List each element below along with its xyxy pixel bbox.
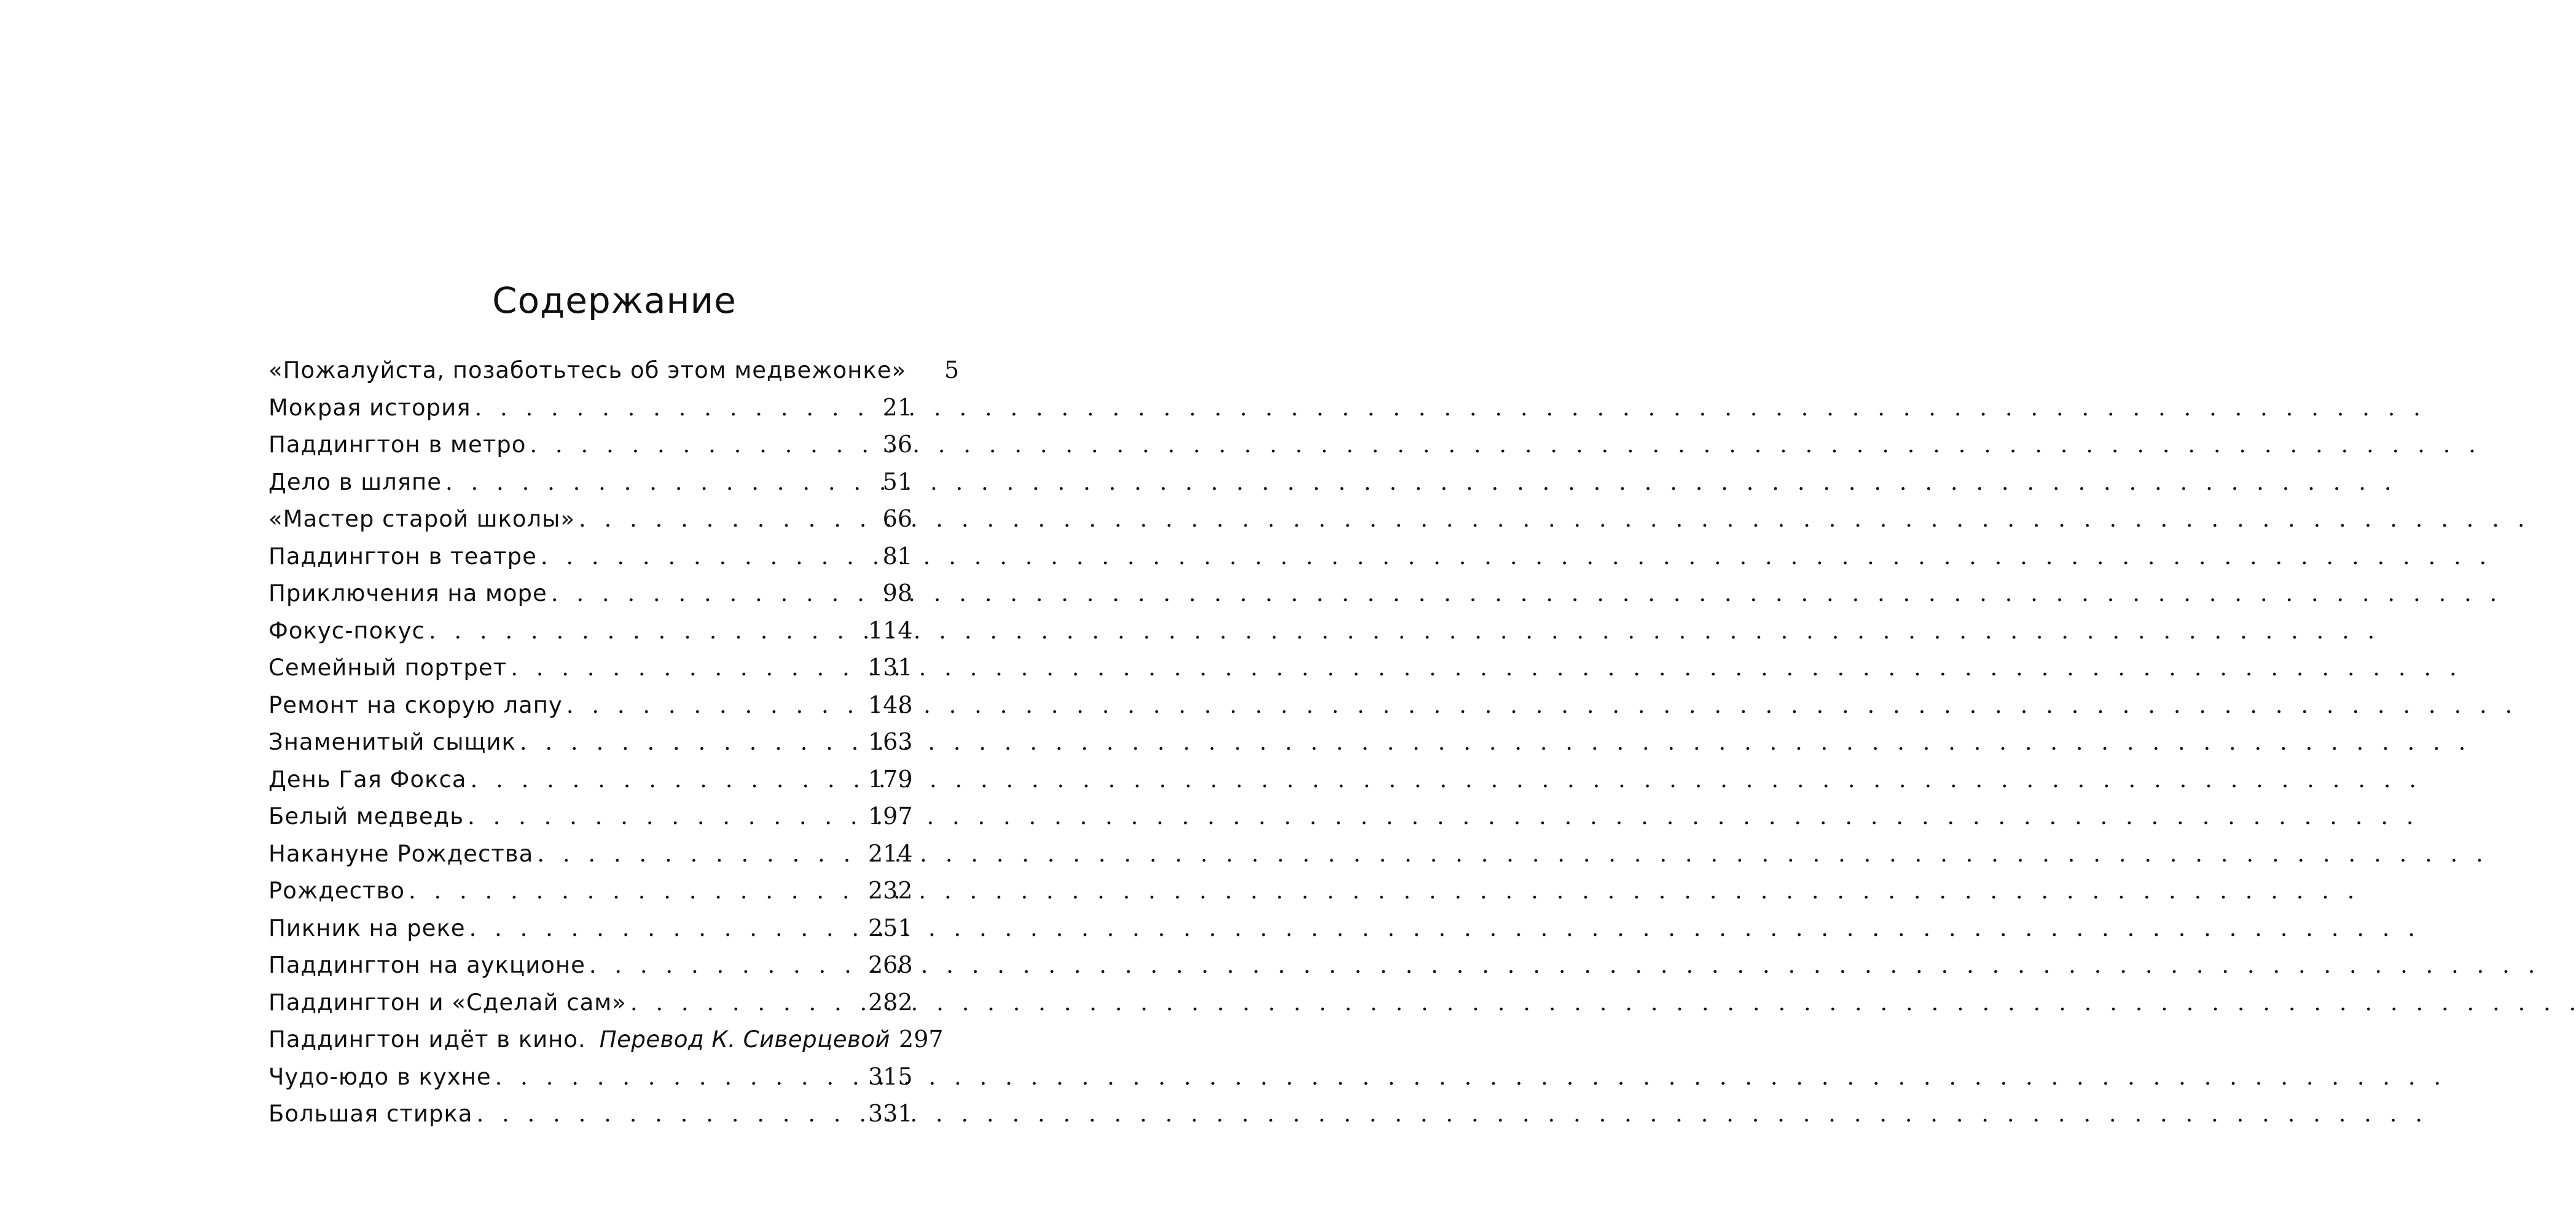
- toc-entry[interactable]: [268, 1095, 912, 1133]
- toc-entry[interactable]: [268, 984, 912, 1021]
- toc-page-number: 297: [899, 1026, 944, 1053]
- toc-entry[interactable]: [268, 909, 912, 947]
- dot-leader: [476, 1096, 863, 1133]
- toc-entry[interactable]: [268, 389, 912, 426]
- toc-entry[interactable]: [268, 835, 912, 873]
- toc-page-number: 21: [882, 393, 912, 421]
- toc-entry[interactable]: [268, 351, 960, 389]
- dot-leader: [495, 1059, 863, 1096]
- toc-entry-title: Фокус-покус: [268, 617, 425, 644]
- toc-entry[interactable]: [268, 1021, 944, 1058]
- toc-entry-title: Паддингтон на аукционе: [268, 952, 585, 978]
- toc-entry-title: День Гая Фокса: [268, 766, 467, 793]
- toc-entry-title: Белый медведь: [268, 803, 464, 830]
- dot-leader: [474, 390, 863, 426]
- toc-entry[interactable]: [268, 686, 912, 724]
- dot-leader: [551, 575, 863, 612]
- dot-leader: [471, 761, 863, 798]
- toc-page-number: 66: [882, 505, 912, 532]
- toc-page-number: 98: [882, 579, 912, 607]
- toc-page-number: 331: [868, 1100, 913, 1127]
- dot-leader: [409, 873, 863, 909]
- toc-entry[interactable]: [268, 1058, 912, 1096]
- toc-entry[interactable]: [268, 649, 912, 686]
- toc-entry-title: Пикник на реке: [268, 914, 466, 941]
- toc-page-number: 148: [868, 691, 913, 718]
- dot-leader: [530, 426, 863, 463]
- dot-leader: [468, 798, 863, 835]
- toc-entry[interactable]: [268, 946, 912, 984]
- toc-entry[interactable]: [268, 463, 912, 501]
- toc-entry-title: Паддингтон в театре: [268, 543, 537, 570]
- toc-page-number: 251: [868, 914, 913, 941]
- toc-page-number: 36: [882, 431, 912, 458]
- toc-entry-title: Паддингтон идёт в кино.: [268, 1026, 586, 1053]
- toc-page-number: 163: [868, 728, 913, 755]
- toc-entry-title: Ремонт на скорую лапу: [268, 691, 563, 718]
- toc-page-number: 232: [868, 877, 913, 904]
- toc-entry-title: Знаменитый сыщик: [268, 729, 516, 755]
- dot-leader: [541, 538, 863, 575]
- toc-entry[interactable]: [268, 761, 912, 798]
- toc-entry-title: Паддингтон в метро: [268, 431, 527, 458]
- toc-page-number: 179: [868, 765, 913, 793]
- toc-page-number: 131: [868, 654, 913, 681]
- toc-entry-title: Приключения на море: [268, 580, 547, 607]
- translator-note: Перевод К. Сиверцевой: [599, 1026, 891, 1053]
- toc-entry[interactable]: [268, 612, 912, 650]
- dot-leader: [429, 613, 863, 650]
- dot-leader: [469, 910, 863, 947]
- toc-entry[interactable]: [268, 538, 912, 575]
- dot-leader: [579, 501, 863, 538]
- toc-entry-title: Мокрая история: [268, 394, 471, 421]
- dot-leader: [537, 836, 863, 873]
- toc-page-number: 197: [868, 803, 913, 830]
- toc-page-number: 214: [868, 839, 913, 867]
- dot-leader: [445, 464, 863, 501]
- toc-entry-title: Семейный портрет: [268, 654, 507, 681]
- toc-page-number: 282: [868, 988, 913, 1016]
- dot-leader: [511, 650, 863, 686]
- toc-entry-title: Паддингтон и «Сделай сам»: [268, 989, 627, 1016]
- toc-entry-title: Накануне Рождества: [268, 840, 534, 867]
- table-of-contents: [268, 351, 960, 1133]
- toc-page-number: 51: [882, 468, 912, 495]
- toc-page-number: 81: [882, 542, 912, 570]
- toc-page-number: 315: [868, 1062, 913, 1090]
- dot-leader: [566, 687, 863, 724]
- toc-entry[interactable]: [268, 798, 912, 835]
- toc-entry[interactable]: [268, 872, 912, 909]
- toc-page-number: 114: [868, 616, 913, 644]
- dot-leader: [630, 984, 863, 1021]
- toc-page-number: 268: [868, 951, 913, 978]
- dot-leader: [520, 724, 863, 761]
- toc-entry-title: «Мастер старой школы»: [268, 506, 575, 532]
- toc-entry[interactable]: [268, 575, 912, 612]
- toc-page-number: 5: [944, 356, 960, 383]
- toc-entry[interactable]: [268, 723, 912, 761]
- toc-entry-title: Большая стирка: [268, 1101, 473, 1127]
- toc-entry[interactable]: [268, 426, 912, 463]
- page-title: Содержание: [492, 279, 737, 321]
- toc-entry-title: Рождество: [268, 878, 405, 904]
- toc-entry-title: Чудо-юдо в кухне: [268, 1063, 491, 1090]
- toc-entry-title: «Пожалуйста, позаботьтесь об этом медвежонке»: [268, 357, 907, 383]
- toc-entry[interactable]: [268, 500, 912, 538]
- toc-entry-title: Дело в шляпе: [268, 468, 442, 495]
- dot-leader: [589, 947, 863, 984]
